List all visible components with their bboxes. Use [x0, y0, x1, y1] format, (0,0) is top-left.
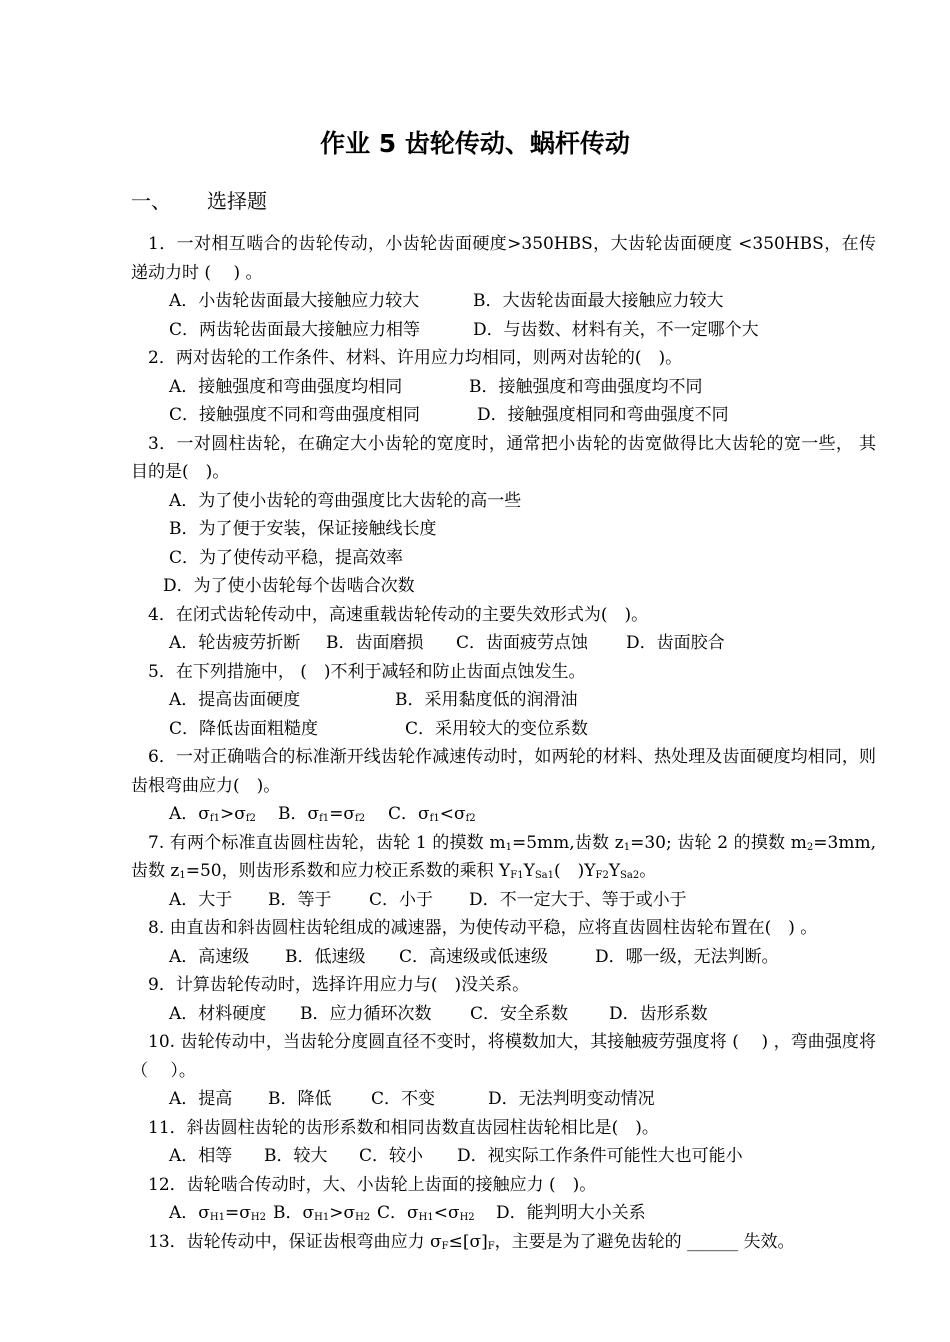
question-10-options	[131, 1085, 876, 1114]
question-8-options	[131, 943, 876, 972]
question-1: 1．一对相互啮合的齿轮传动，小齿轮齿面硬度>350HBS，大齿轮齿面硬度 <350HBS，在传递动力时 ( ) 。	[131, 234, 876, 283]
option-b: B．$\sigma_{H1}>\sigma_{H2}$	[273, 1203, 371, 1223]
option-b: B．低速级	[285, 946, 366, 967]
option-a: A．$\sigma_{H1}=\sigma_{H2}$	[169, 1203, 266, 1223]
option-d: D．哪一级，无法判断。	[595, 946, 779, 967]
option-a: A．大于	[169, 889, 233, 910]
option-d: D．接触强度相同和弯曲强度不同	[477, 405, 729, 425]
option-b: B．为了便于安装，保证接触线长度	[169, 519, 437, 539]
option-a: A．提高齿面硬度	[169, 690, 301, 710]
question-5-options-cd	[131, 715, 876, 744]
question-4: 4．在闭式齿轮传动中，高速重载齿轮传动的主要失效形式为( )。	[148, 604, 649, 625]
question-list	[131, 230, 876, 1256]
option-c: C．为了使传动平稳，提高效率	[169, 547, 404, 568]
question-6: 6．一对正确啮合的标准渐开线齿轮作减速传动时，如两轮的材料、热处理及齿面硬度均相同，则齿根弯曲应力( )。	[131, 747, 876, 796]
option-c: C．降低齿面粗糙度	[169, 718, 319, 739]
option-c: C．$\sigma_{f1}<\sigma_{f2}$	[388, 804, 476, 824]
question-2-options-cd	[131, 401, 876, 430]
question-11-options	[131, 1142, 876, 1171]
question-6-options	[131, 800, 876, 829]
question-5: 5．在下列措施中， ( )不利于减轻和防止齿面点蚀发生。	[148, 661, 586, 682]
option-b: B．$\sigma_{f1}=\sigma_{f2}$	[278, 804, 366, 824]
question-5-options-ab	[131, 686, 876, 715]
option-a: A．小齿轮齿面最大接触应力较大	[169, 291, 420, 311]
option-d: D．不一定大于、等于或小于	[469, 889, 687, 910]
question-3: 3．一对圆柱齿轮，在确定大小齿轮的宽度时，通常把小齿轮的齿宽做得比大齿轮的宽一些， 其目的是( )。	[131, 433, 876, 482]
option-b: B．齿面磨损	[326, 633, 424, 653]
option-a: A．提高	[169, 1089, 233, 1109]
option-a: A．相等	[169, 1146, 233, 1166]
question-2-options-ab	[131, 373, 876, 402]
question-9-options	[131, 1000, 876, 1029]
question-1-options-ab	[131, 287, 876, 316]
option-d: D．视实际工作条件可能性大也可能小	[457, 1146, 743, 1166]
option-c: C．高速级或低速级	[399, 946, 549, 967]
option-c: C．小于	[369, 889, 434, 910]
option-d: D．能判明大小关系	[496, 1203, 646, 1223]
question-2: 2．两对齿轮的工作条件、材料、许用应力均相同，则两对齿轮的( )。	[148, 348, 683, 368]
option-a: A．材料硬度	[169, 1003, 267, 1024]
page-title: 作业 5 齿轮传动、蜗杆传动	[320, 129, 630, 158]
question-13: 13．齿轮传动中，保证齿根弯曲应力 $\sigma_F\le[\sigma]_F$，主要是为了避免齿轮的 ______ 失效。	[148, 1231, 795, 1252]
option-a: A．为了使小齿轮的弯曲强度比大齿轮的高一些	[169, 490, 522, 511]
question-12-options	[131, 1199, 876, 1228]
option-c: C．齿面疲劳点蚀	[456, 633, 589, 653]
question-1-options-cd	[131, 316, 876, 345]
option-b: B．应力循环次数	[300, 1003, 432, 1024]
option-c: C．较小	[359, 1146, 424, 1166]
option-c: C．两齿轮齿面最大接触应力相等	[169, 319, 421, 340]
question-10: 10. 齿轮传动中，当齿轮分度圆直径不变时，将模数加大，其接触疲劳强度将 ( ) ，弯曲强度将（ ）。	[131, 1032, 876, 1081]
option-c: C．不变	[371, 1089, 436, 1109]
option-b: B．采用黏度低的润滑油	[395, 690, 578, 710]
section-number: 一、	[131, 189, 171, 213]
option-d: D．为了使小齿轮每个齿啮合次数	[163, 576, 415, 596]
question-7: 7. 有两个标准直齿圆柱齿轮，齿轮 1 的摸数 $m_1=5mm$,齿数 $z_1=30$; 齿轮 2 的摸数 $m_2=3mm$, 齿数 $z_1=50$，则齿形系数和应力校正系数的乘积 $Y_{F1}Y_{Sa1}$( )$Y_{F2}Y_{Sa2}$。	[131, 832, 876, 881]
option-d: D．齿面胶合	[626, 633, 725, 653]
question-9: 9．计算齿轮传动时，选择许用应力与( )没关系。	[148, 975, 530, 995]
option-a: A．高速级	[169, 946, 250, 967]
option-d: D．齿形系数	[609, 1003, 708, 1024]
option-d: C．采用较大的变位系数	[405, 718, 589, 739]
question-4-options	[131, 629, 876, 658]
option-b: B．等于	[268, 889, 332, 910]
option-c: C．$\sigma_{H1}<\sigma_{H2}$	[377, 1203, 475, 1223]
option-b: B．较大	[264, 1146, 328, 1166]
option-b: B．降低	[268, 1089, 332, 1109]
section-heading	[131, 186, 267, 216]
question-12: 12．齿轮啮合传动时，大、小齿轮上齿面的接触应力 ( )。	[148, 1174, 597, 1195]
section-label: 选择题	[207, 189, 267, 213]
option-d: D．无法判明变动情况	[488, 1089, 655, 1109]
option-b: B．大齿轮齿面最大接触应力较大	[473, 291, 724, 311]
question-8: 8. 由直齿和斜齿圆柱齿轮组成的减速器，为使传动平稳，应将直齿圆柱齿轮布置在( ) 。	[148, 918, 818, 938]
option-a: A．轮齿疲劳折断	[169, 633, 301, 653]
option-d: D．与齿数、材料有关，不一定哪个大	[473, 319, 759, 340]
option-a: A．$\sigma_{f1}>\sigma_{f2}$	[169, 804, 256, 824]
question-7-options	[131, 886, 876, 915]
option-b: B．接触强度和弯曲强度均不同	[469, 376, 703, 397]
option-c: C．安全系数	[470, 1003, 569, 1024]
option-a: A．接触强度和弯曲强度均相同	[169, 376, 403, 397]
option-c: C．接触强度不同和弯曲强度相同	[169, 405, 421, 425]
question-11: 11．斜齿圆柱齿轮的齿形系数和相同齿数直齿园柱齿轮相比是( )。	[148, 1117, 659, 1138]
